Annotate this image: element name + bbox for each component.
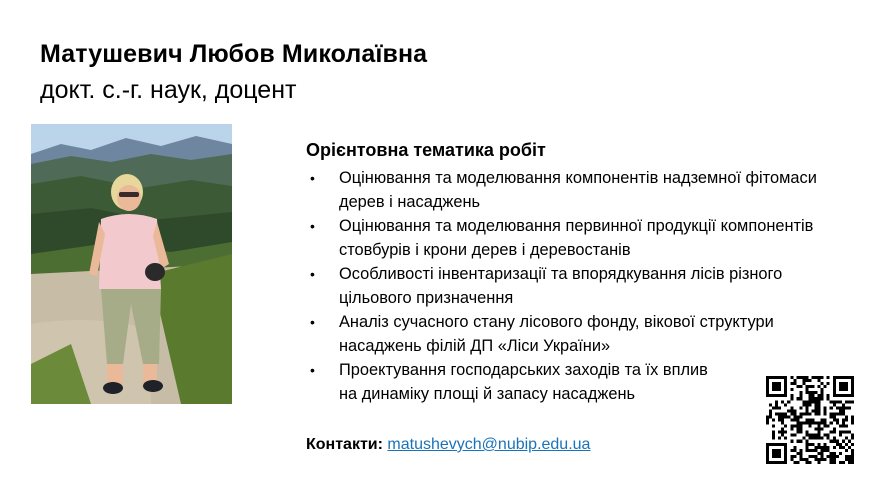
topic-line: стовбурів і крони дерев і деревостанів <box>339 241 631 259</box>
bullet-icon: • <box>310 314 315 330</box>
topic-line: Особливості інвентаризації та впорядкування лісів різного <box>339 265 783 283</box>
topic-line: Аналіз сучасного стану лісового фонду, вікової структури <box>339 313 774 331</box>
bullet-icon: • <box>310 170 315 186</box>
contacts-label: Контакти: <box>306 436 383 453</box>
email-link[interactable]: matushevych@nubip.edu.ua <box>387 436 591 453</box>
topic-line: Оцінювання та моделювання компонентів надземної фітомаси <box>339 169 817 187</box>
bullet-icon: • <box>310 266 315 282</box>
bullet-icon: • <box>310 218 315 234</box>
contacts <box>306 436 590 454</box>
bullet-icon: • <box>310 362 315 378</box>
topic-line: цільового призначення <box>339 289 514 307</box>
topics-section <box>306 140 866 406</box>
topic-line: насаджень філій ДП «Ліси України» <box>339 337 611 355</box>
portrait-photo <box>31 124 232 404</box>
list-item <box>306 262 866 310</box>
list-item <box>306 214 866 262</box>
topics-list <box>306 166 866 406</box>
list-item <box>306 166 866 214</box>
topics-title: Орієнтовна тематика робіт <box>306 140 546 160</box>
topic-line: дерев і насаджень <box>339 193 481 211</box>
topic-line: Проектування господарських заходів та їх вплив <box>339 361 708 379</box>
qr-code-icon[interactable] <box>766 376 854 464</box>
person-name: Матушевич Любов Миколаївна <box>40 40 428 68</box>
person-degree: докт. с.-г. наук, доцент <box>40 76 297 104</box>
topic-line: на динаміку площі й запасу насаджень <box>339 385 636 403</box>
topic-line: Оцінювання та моделювання первинної продукції компонентів <box>339 217 814 235</box>
list-item <box>306 310 866 358</box>
